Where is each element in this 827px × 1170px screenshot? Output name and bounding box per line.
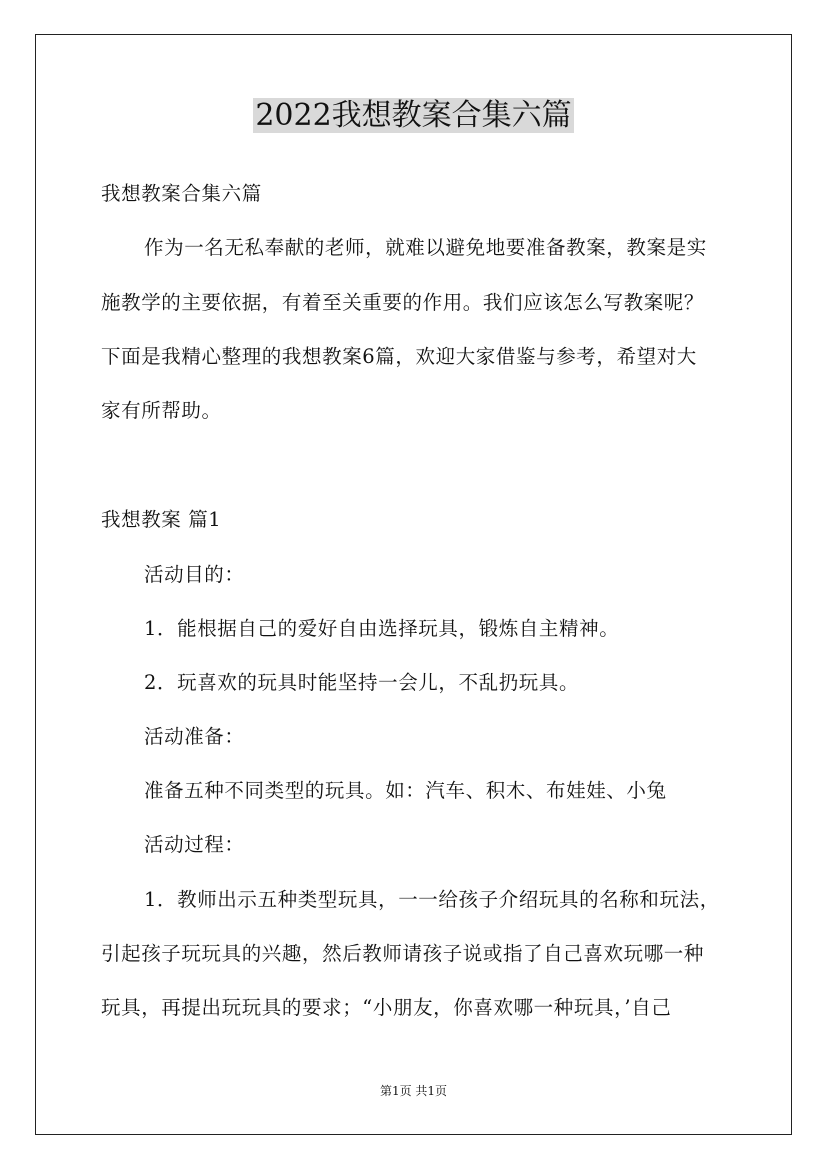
intro-line-3: 下面是我精心整理的我想教案6篇，欢迎大家借鉴与参考，希望对大 xyxy=(101,345,697,368)
intro-line-1: 作为一名无私奉献的老师，就难以避免地要准备教案，教案是实 xyxy=(144,236,707,259)
section-heading: 我想教案 篇1 xyxy=(101,508,222,531)
section-line-9: 玩具，再提出玩玩具的要求；“小朋友，你喜欢哪一种玩具，’自己 xyxy=(101,996,672,1019)
section-line-5: 准备五种不同类型的玩具。如：汽车、积木、布娃娃、小兔 xyxy=(144,779,667,802)
section-line-2: 1．能根据自己的爱好自由选择玩具，锻炼自主精神。 xyxy=(144,617,620,640)
section-line-3: 2．玩喜欢的玩具时能坚持一会儿，不乱扔玩具。 xyxy=(144,671,580,694)
section-line-8: 引起孩子玩玩具的兴趣，然后教师请孩子说或指了自己喜欢玩哪一种 xyxy=(101,942,705,965)
document-title-text: 2022我想教案合集六篇 xyxy=(255,98,572,133)
section-line-7: 1．教师出示五种类型玩具，一一给孩子介绍玩具的名称和玩法， xyxy=(144,888,720,911)
section-line-1: 活动目的： xyxy=(144,563,245,586)
section-line-4: 活动准备： xyxy=(144,725,245,748)
intro-line-4: 家有所帮助。 xyxy=(101,399,222,422)
document-subtitle: 我想教案合集六篇 xyxy=(101,182,262,205)
intro-line-2: 施教学的主要依据，有着至关重要的作用。我们应该怎么写教案呢？ xyxy=(101,291,705,314)
page-footer: 第1页 共1页 xyxy=(379,1084,448,1098)
document-title xyxy=(0,96,827,136)
section-line-6: 活动过程： xyxy=(144,833,245,856)
